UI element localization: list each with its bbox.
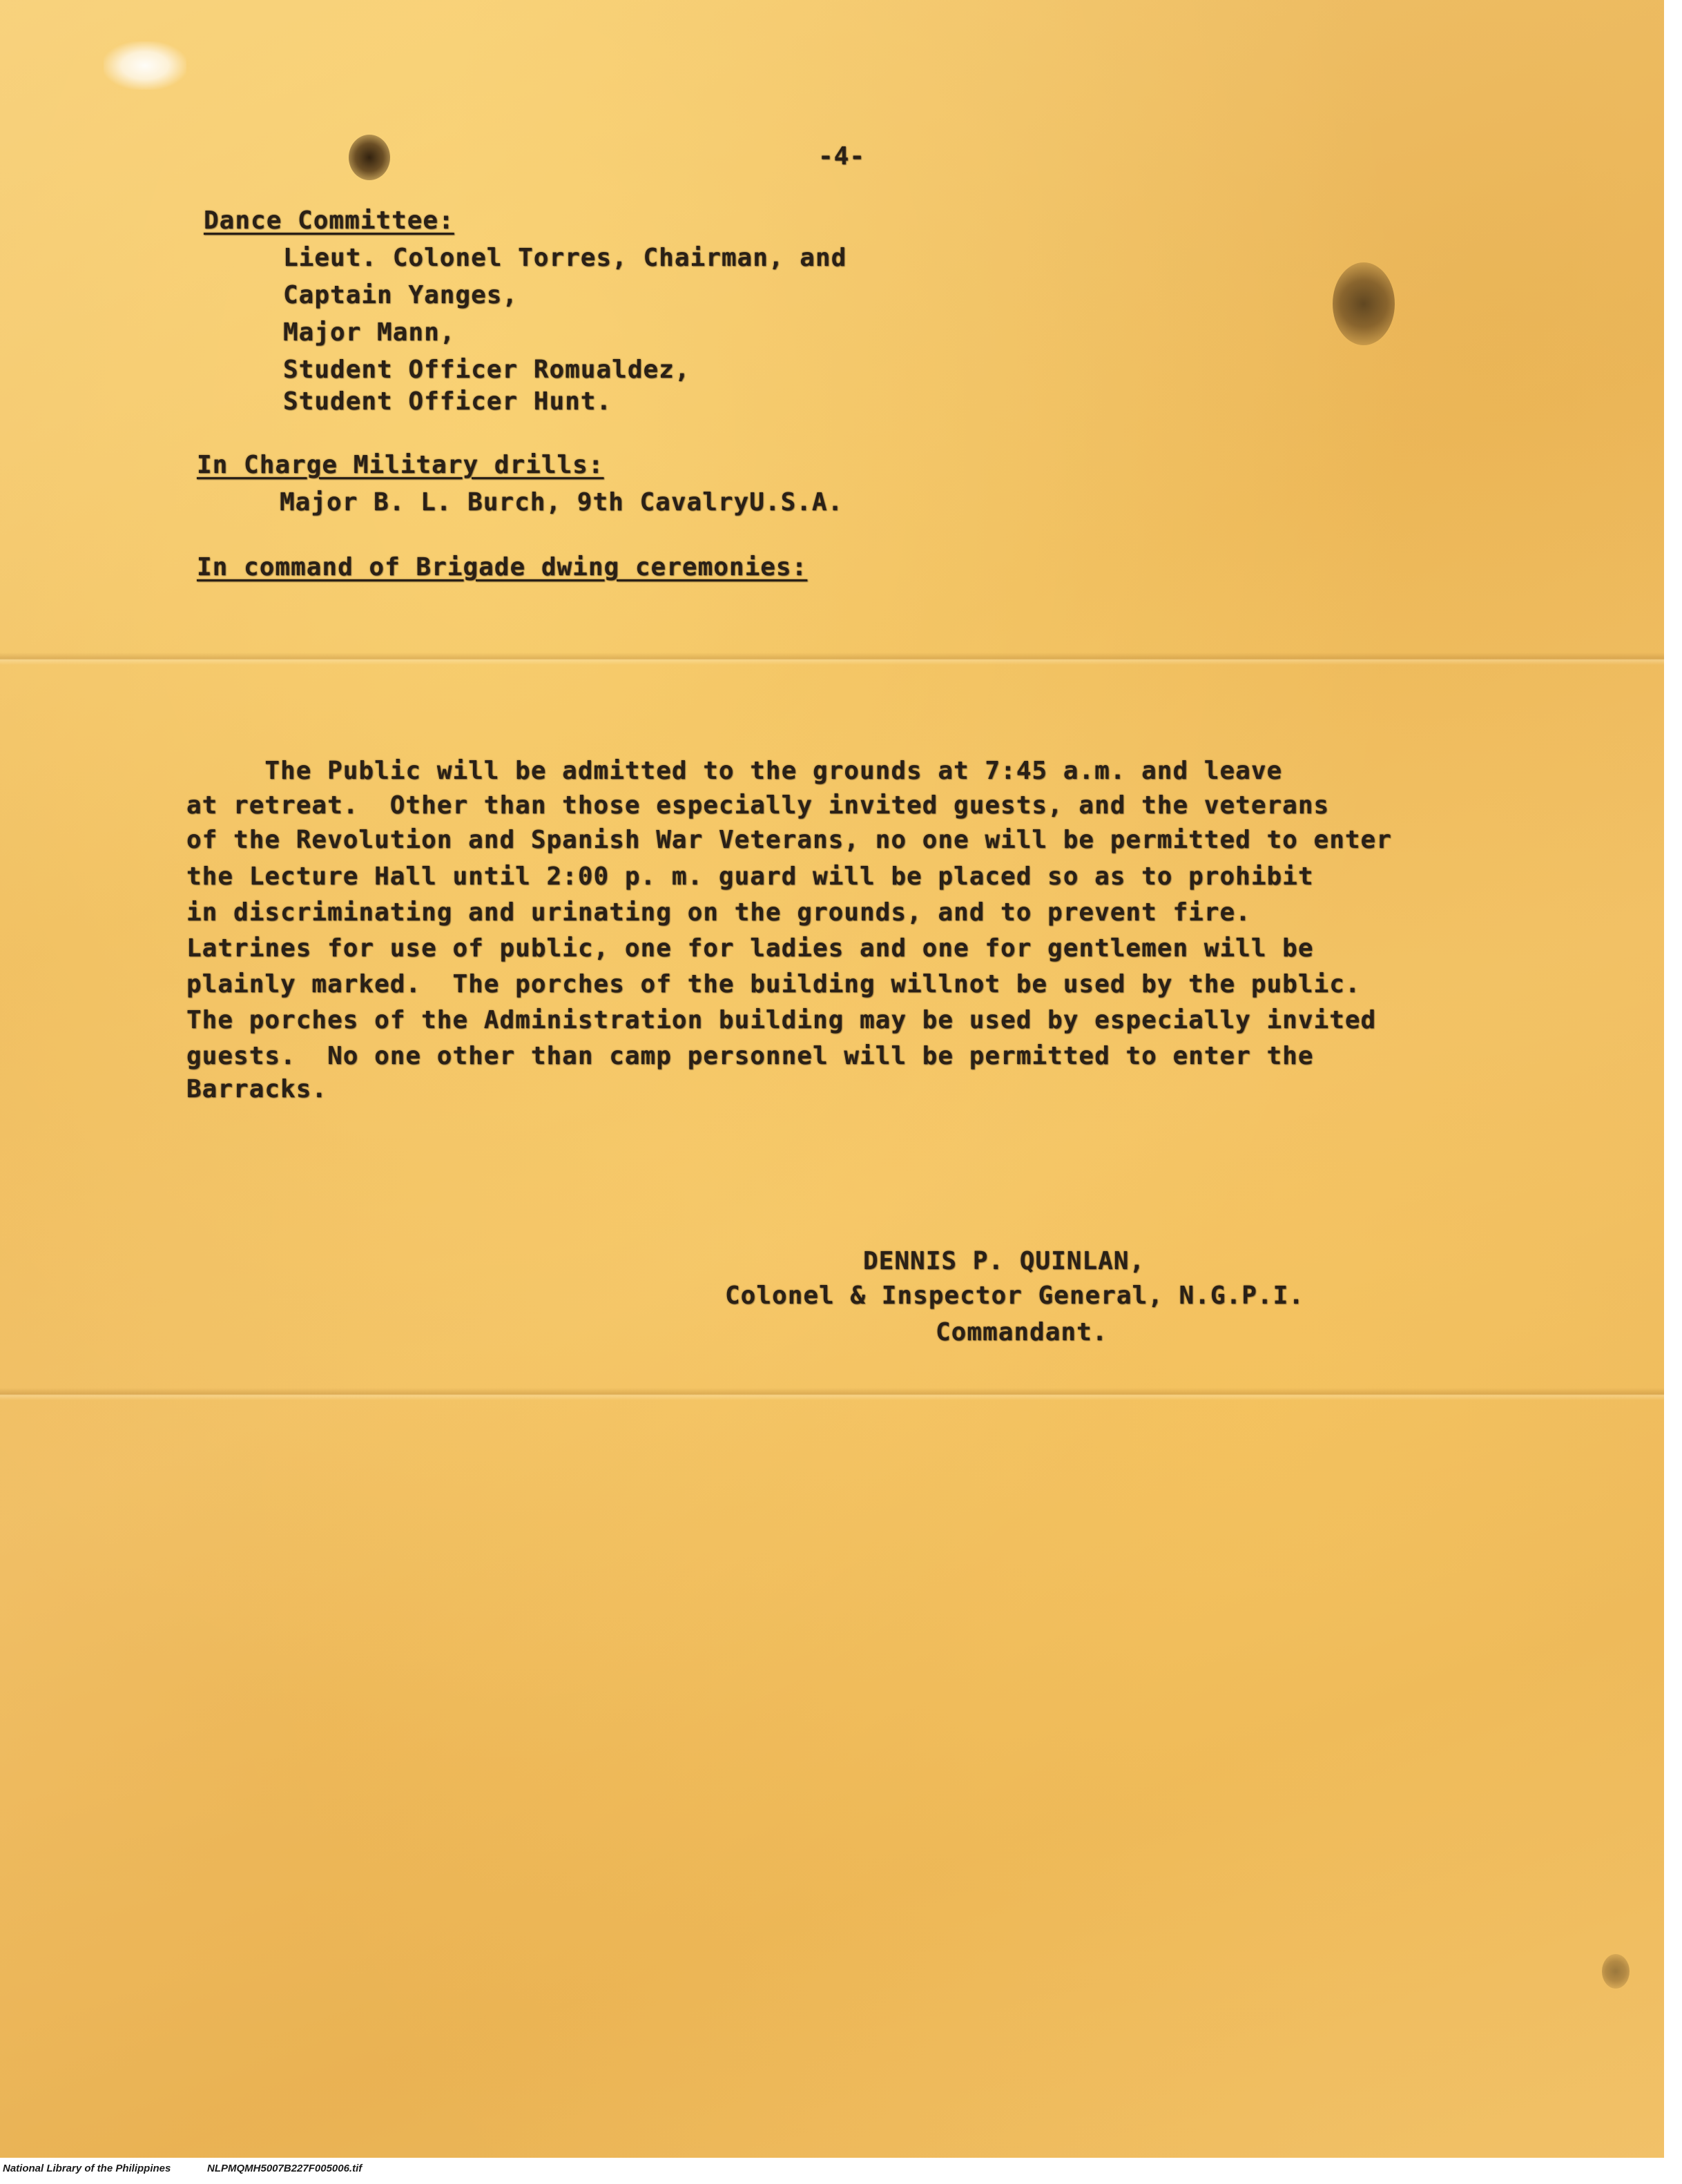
signature-role: Commandant. (936, 1318, 1108, 1346)
body-line: at retreat. Other than those especially invited guests, and the veterans (186, 791, 1330, 820)
body-line: plainly marked. The porches of the building willnot be used by the public. (186, 970, 1361, 998)
committee-member: Lieut. Colonel Torres, Chairman, and (283, 244, 847, 272)
military-drills-heading: In Charge Military drills: (197, 451, 604, 479)
body-line: Latrines for use of public, one for ladies and one for gentlemen will be (186, 934, 1314, 963)
signature-name: DENNIS P. QUINLAN, (863, 1247, 1146, 1275)
brigade-command-heading: In command of Brigade dwing ceremonies: (197, 553, 808, 581)
military-drills-person: Major B. L. Burch, 9th CavalryU.S.A. (280, 488, 844, 516)
body-line: The porches of the Administration building may be used by especially invited (186, 1006, 1377, 1034)
body-line: in discriminating and urinating on the grounds, and to prevent fire. (186, 898, 1251, 927)
paper-fold (0, 1388, 1664, 1400)
body-line: of the Revolution and Spanish War Veterans, no one will be permitted to enter (186, 826, 1392, 854)
body-line: The Public will be admitted to the grounds at 7:45 a.m. and leave (186, 757, 1283, 785)
page-number: -4- (818, 142, 866, 171)
body-line: guests. No one other than camp personnel will be permitted to enter the (186, 1042, 1314, 1070)
committee-member: Student Officer Romualdez, (283, 356, 690, 384)
body-line: Barracks. (186, 1075, 328, 1103)
committee-member: Captain Yanges, (283, 281, 519, 309)
paper-tear (104, 41, 186, 90)
body-line: the Lecture Hall until 2:00 p. m. guard will be placed so as to prohibit (186, 862, 1314, 891)
dance-committee-heading: Dance Committee: (204, 206, 454, 235)
paper-fold (0, 653, 1664, 665)
ink-stain (1602, 1954, 1630, 1989)
image-filename: NLPMQMH5007B227F005006.tif (207, 2163, 362, 2174)
signature-title: Colonel & Inspector General, N.G.P.I. (725, 1282, 1304, 1310)
ink-stain (1333, 262, 1395, 345)
ink-stain (349, 135, 390, 180)
library-credit: National Library of the Philippines (3, 2163, 171, 2174)
archive-footer (0, 2160, 1682, 2184)
committee-member: Student Officer Hunt. (283, 387, 612, 416)
committee-member: Major Mann, (283, 318, 456, 347)
